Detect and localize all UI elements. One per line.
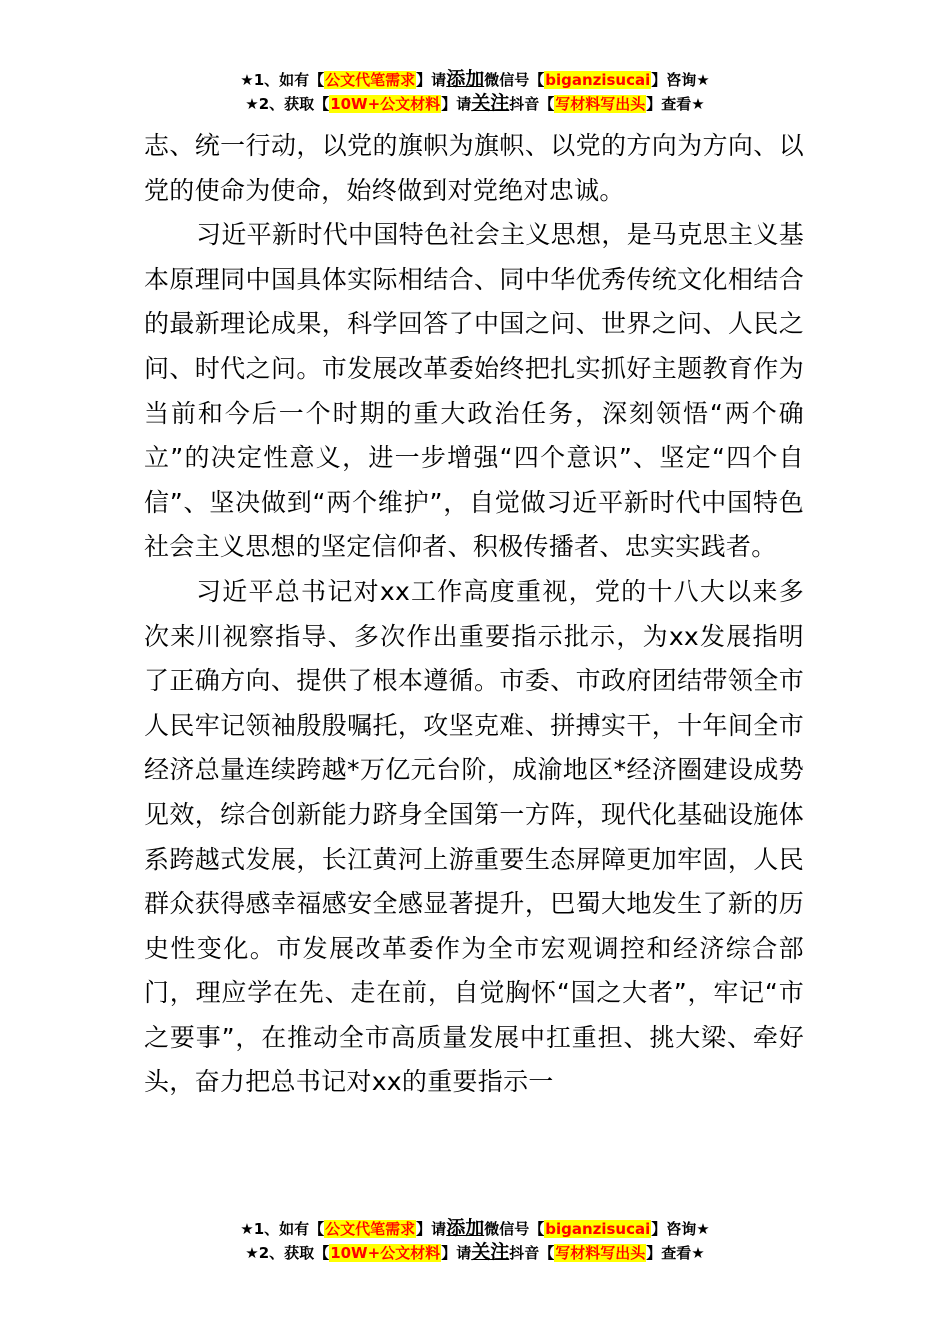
banner-text: 抖音【 <box>509 1244 555 1262</box>
banner-text: 微信号【 <box>484 71 545 89</box>
header-banner <box>0 67 950 115</box>
banner-highlight: 公文代笔需求 <box>325 71 416 89</box>
banner-text: ★1、如有【 <box>240 1220 325 1238</box>
banner-text: 微信号【 <box>484 1220 545 1238</box>
banner-highlight: 写材料写出头 <box>555 1244 646 1262</box>
paragraph: 习近平新时代中国特色社会主义思想，是马克思主义基本原理同中国具体实际相结合、同中华优秀传统文化相结合的最新理论成果，科学回答了中国之问、世界之问、人民之问、时代之问。市发展改革委始终把扎实抓好主题教育作为当前和今后一个时期的重大政治任务，深刻领悟“两个确立”的决定性意义，进一步增强“四个意识”、坚定“四个自信”、坚决做到“两个维护”，自觉做习近平新时代中国特色社会主义思想的坚定信仰者、积极传播者、忠实实践者。 <box>144 220 804 562</box>
banner-highlight: 公文代笔需求 <box>325 1220 416 1238</box>
banner-emphasis: 关注 <box>471 1241 510 1263</box>
banner-text: 抖音【 <box>509 95 555 113</box>
banner-emphasis: 关注 <box>471 92 510 114</box>
banner-line-1 <box>0 1216 950 1240</box>
banner-line-2 <box>0 91 950 115</box>
banner-text: 】查看★ <box>646 95 705 113</box>
banner-text: 】请 <box>416 1220 447 1238</box>
paragraph: 习近平总书记对xx工作高度重视，党的十八大以来多次来川视察指导、多次作出重要指示批示，为xx发展指明了正确方向、提供了根本遵循。市委、市政府团结带领全市人民牢记领袖殷殷嘱托，攻坚克难、拼搏实干，十年间全市经济总量连续跨越*万亿元台阶，成渝地区*经济圈建设成势见效，综合创新能力跻身全国第一方阵，现代化基础设施体系跨越式发展，长江黄河上游重要生态屏障更加牢固，人民群众获得感幸福感安全感显著提升，巴蜀大地发生了新的历史性变化。市发展改革委作为全市宏观调控和经济综合部门，理应学在先、走在前，自觉胸怀“国之大者”，牢记“市之要事”，在推动全市高质量发展中扛重担、挑大梁、牵好头，奋力把总书记对xx的重要指示一 <box>144 576 804 1097</box>
banner-text: 】请 <box>441 1244 472 1262</box>
banner-line-2 <box>0 1240 950 1264</box>
banner-highlight: 10W+公文材料 <box>330 95 441 113</box>
banner-highlight: 写材料写出头 <box>555 95 646 113</box>
banner-emphasis: 添加 <box>446 1217 485 1239</box>
banner-text: 】咨询★ <box>651 1220 710 1238</box>
document-body <box>144 124 804 1105</box>
footer-banner <box>0 1216 950 1264</box>
banner-emphasis: 添加 <box>446 68 485 90</box>
banner-text: 】咨询★ <box>651 71 710 89</box>
banner-text: 】请 <box>416 71 447 89</box>
banner-text: ★2、获取【 <box>245 1244 330 1262</box>
banner-text: 】查看★ <box>646 1244 705 1262</box>
banner-text: 】请 <box>441 95 472 113</box>
banner-highlight: biganzisucai <box>545 1220 651 1238</box>
banner-highlight: 10W+公文材料 <box>330 1244 441 1262</box>
banner-line-1 <box>0 67 950 91</box>
paragraph-continued: 志、统一行动，以党的旗帜为旗帜、以党的方向为方向、以党的使命为使命，始终做到对党绝对忠诚。 <box>144 131 804 205</box>
banner-highlight: biganzisucai <box>545 71 651 89</box>
banner-text: ★1、如有【 <box>240 71 325 89</box>
banner-text: ★2、获取【 <box>245 95 330 113</box>
